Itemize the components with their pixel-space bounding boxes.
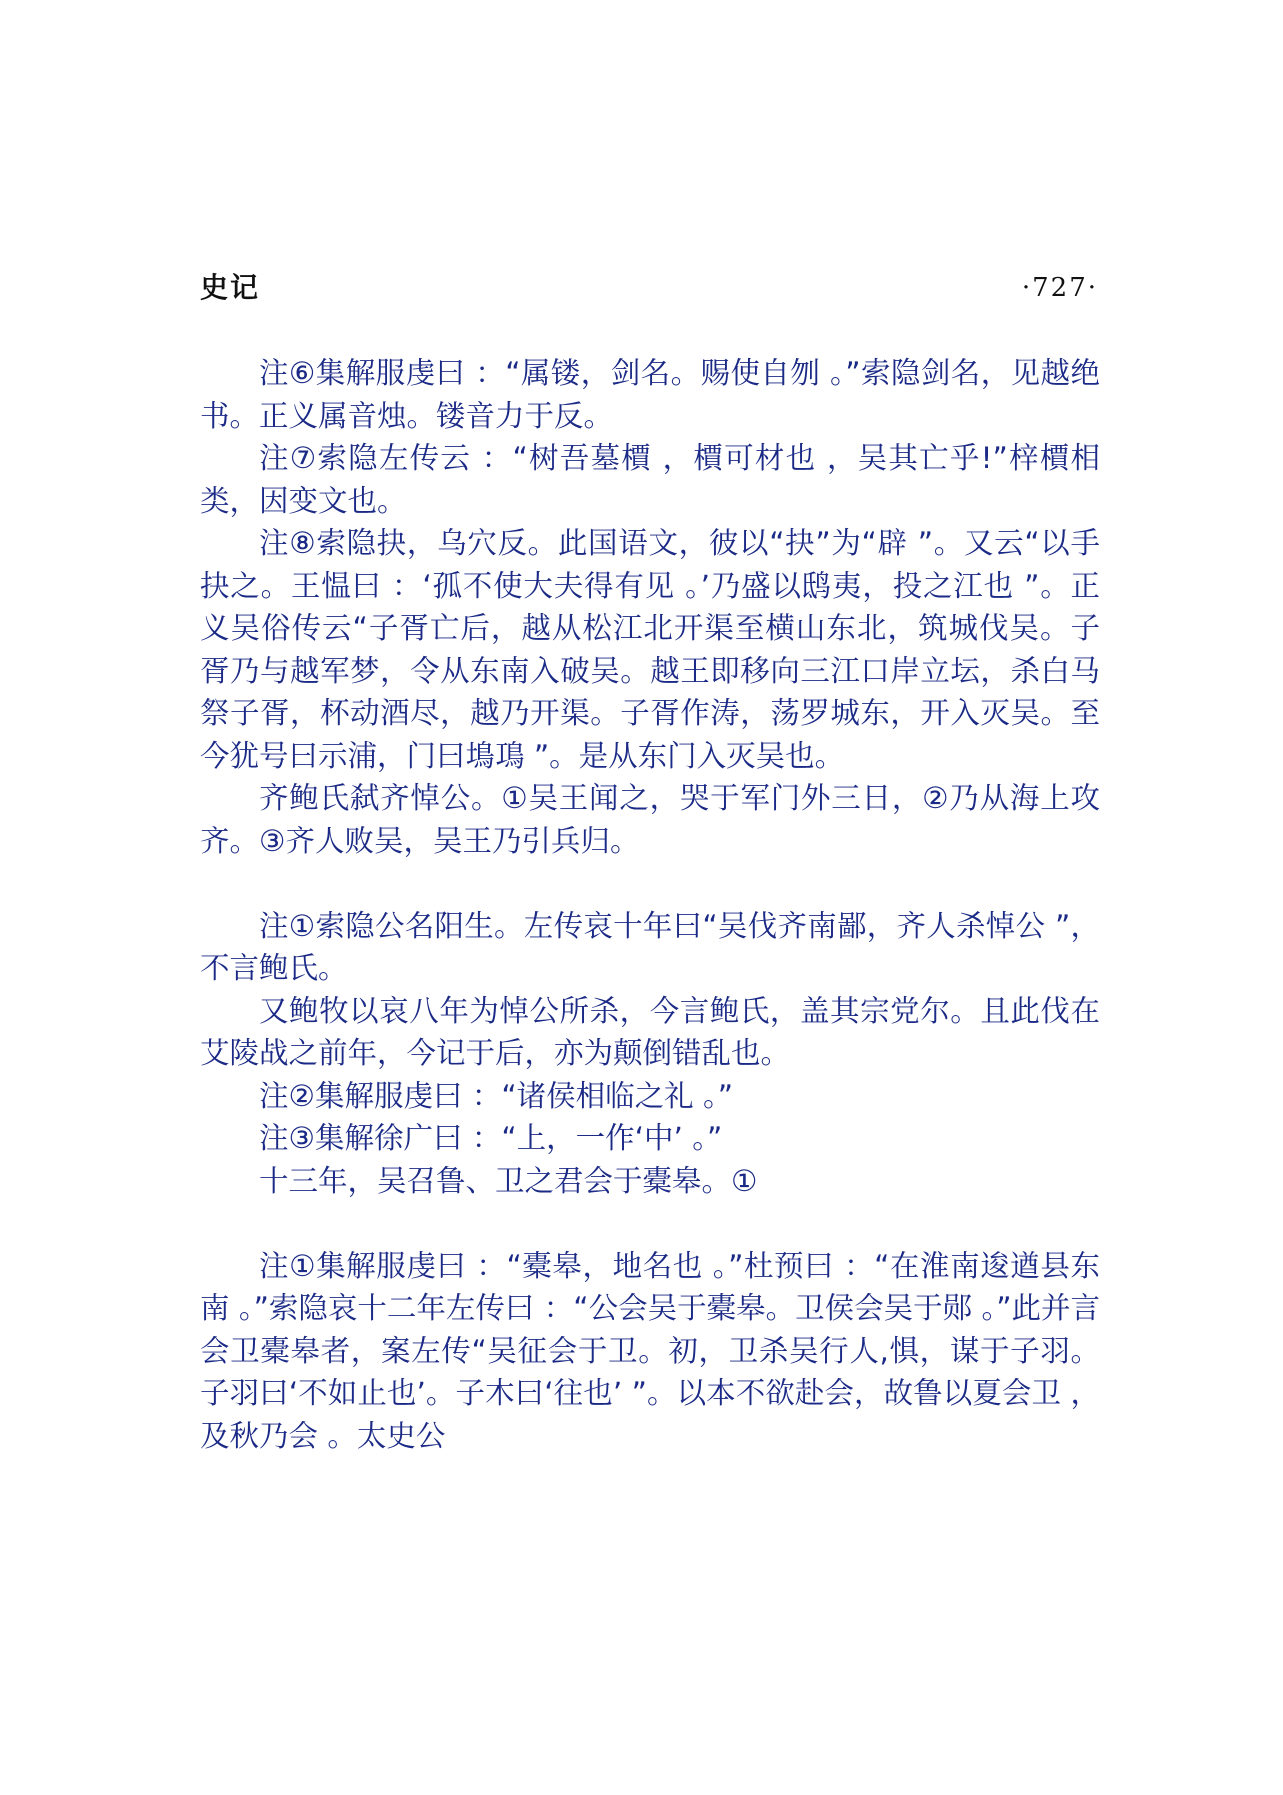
note-paragraph: 注⑥集解服虔曰 ：“属镂，剑名。赐使自刎 。”索隐剑名，见越绝书。正义属音烛。镂音力于反。: [200, 356, 1100, 433]
page-number: ·727·: [1021, 273, 1098, 303]
note-paragraph: 注①集解服虔曰 ：“橐皋，地名也 。”杜预曰 ：“在淮南逡遒县东南 。”索隐哀十二年左传曰 ：“公会吴于橐皋。卫侯会吴于郧 。”此并言会卫橐皋者，案左传“吴征会于卫。初，卫杀吴行人,惧，谋于子羽。子羽曰‘不如止也’。子木曰‘往也’ ”。以本不欲赴会，故鲁以夏会卫 ，及秋乃会 。太史公: [200, 1248, 1100, 1453]
note-paragraph: 注⑧索隐抉，乌穴反。此国语文，彼以“抉”为“辟 ”。又云“以手抉之。王愠曰 ：‘孤不使大夫得有见 。’乃盛以鸱夷，投之江也 ”。正义吴俗传云“子胥亡后，越从松江北开渠至横山东北，筑城伐吴。子胥乃与越军梦，令从东南入破吴。越王即移向三江口岸立坛，杀白马祭子胥，杯动酒尽，越乃开渠。子胥作涛，荡罗城东，开入灭吴。至今犹号曰示浦，门曰䲧䲨 ”。是从东门入灭吴也。: [200, 526, 1100, 773]
note-paragraph: 注⑦索隐左传云 ：“树吾墓檟 ，檟可材也 ，吴其亡乎!”梓檟相类，因变文也。: [200, 441, 1100, 518]
main-text-paragraph: 齐鲍氏弑齐悼公。①吴王闻之，哭于军门外三日，②乃从海上攻齐。③齐人败吴，吴王乃引兵归。: [200, 781, 1100, 858]
page-header: [200, 268, 1098, 308]
note-paragraph: 注②集解服虔曰 ：“诸侯相临之礼 。”: [259, 1078, 734, 1113]
note-paragraph: 注③集解徐广曰 ：“上，一作‘中’ 。”: [259, 1121, 723, 1155]
main-text-paragraph: 十三年，吴召鲁、卫之君会于橐皋。①: [259, 1163, 758, 1198]
paragraph-gap: [200, 1202, 1100, 1245]
note-paragraph: 注①索隐公名阳生。左传哀十年曰“吴伐齐南鄙，齐人杀悼公 ”，不言鲍氏。: [200, 908, 1100, 985]
note-paragraph: 又鲍牧以哀八年为悼公所杀，今言鲍氏，盖其宗党尔。且此伐在艾陵战之前年，今记于后，亦为颠倒错乱也。: [200, 993, 1100, 1070]
running-title: 史记: [200, 271, 261, 304]
paragraph-gap: [200, 862, 1100, 905]
page-body: [200, 352, 1100, 1457]
